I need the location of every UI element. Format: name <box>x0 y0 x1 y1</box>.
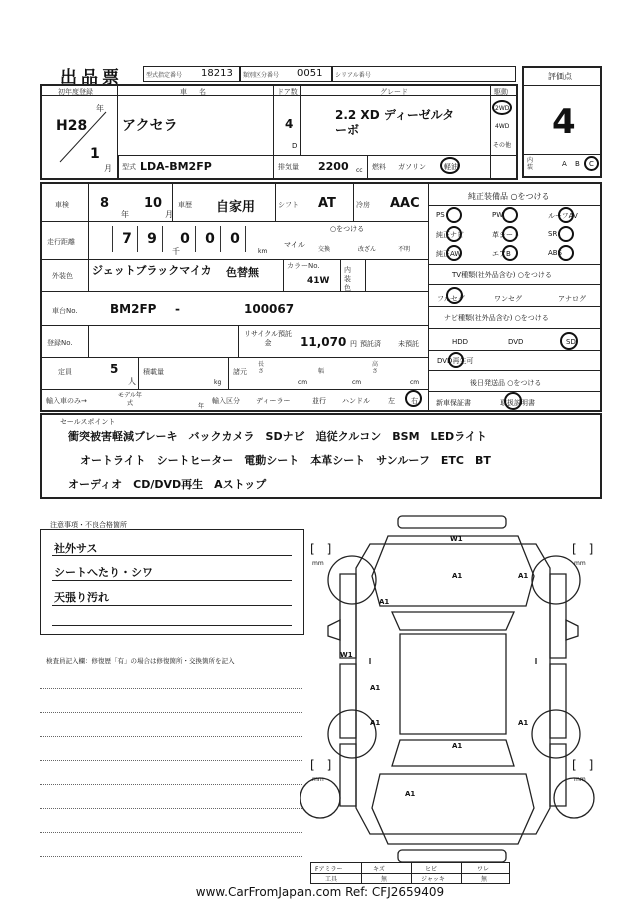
equipment-circle <box>502 226 518 242</box>
inspector-note: 検査員記入欄：修復歴「有」の場合は修復箇所・交換箇所を記入 <box>46 657 235 665</box>
mileage-digit: 0 <box>225 226 246 252</box>
car-damage-diagram <box>300 508 610 873</box>
sheet-title: 出品票 <box>60 68 123 88</box>
damage-mark: A1 <box>405 790 416 798</box>
equipment-circle <box>446 226 462 242</box>
mileage-label: 走行距離 <box>47 238 75 246</box>
score-label: 評価点 <box>548 72 572 81</box>
handle-circle <box>405 390 422 407</box>
equipment-item: PW <box>492 211 504 219</box>
sales-point-line: 衝突被害軽減ブレーキ バックカメラ SDナビ 追従クルコン BSM LEDライト <box>68 430 487 443</box>
model-code: LDA-BM2FP <box>140 160 212 173</box>
equipment-circle <box>446 207 462 223</box>
note-line: 社外サス <box>54 542 98 555</box>
registration-month: 1 <box>90 146 100 162</box>
sales-point-line: オーディオ CD/DVD再生 Aストップ <box>68 478 267 491</box>
footer-watermark: www.CarFromJapan.com Ref: CFJ2659409 <box>195 885 445 899</box>
equipment-item: 純正ナビ <box>436 231 464 239</box>
mileage-digit: 9 <box>142 226 163 252</box>
equipment-circle <box>558 245 574 261</box>
grade: 2.2 XD ディーゼルターボ <box>335 108 455 137</box>
damage-mark: A1 <box>518 719 529 727</box>
usage-type: 自家用 <box>216 200 256 215</box>
chassis-number: 100067 <box>244 302 295 316</box>
mileage-digit <box>92 226 113 252</box>
inspection-year: 8 <box>100 196 110 211</box>
seating-capacity: 5 <box>110 362 119 376</box>
car-name: アクセラ <box>122 118 178 134</box>
door-count: 4 <box>285 117 294 131</box>
aircon: AAC <box>390 196 420 211</box>
damage-legend: Fアミラー キズ ヒビ ワレ 工具 無 ジャッキ 無 <box>310 862 510 884</box>
note-line: 天張り汚れ <box>54 591 109 604</box>
mileage-digit: 0 <box>175 226 196 252</box>
fuel-circle <box>440 157 460 174</box>
sales-point-line: オートライト シートヒーター 電動シート 本革シート サンルーフ ETC BT <box>80 454 491 467</box>
displacement: 2200 <box>318 160 349 173</box>
equipment-circle <box>558 226 574 242</box>
registration-year: H28 <box>56 118 88 134</box>
damage-mark: A1 <box>452 742 463 750</box>
score-value: 4 <box>552 102 576 142</box>
equipment-item: ABS <box>548 249 562 257</box>
inspection-month: 10 <box>144 196 163 211</box>
damage-mark: A1 <box>452 572 463 580</box>
equipment-item: 革シート <box>492 231 520 239</box>
equipment-item: PS <box>436 211 445 219</box>
interior-grade-circle <box>584 156 599 171</box>
mileage-digit: 7 <box>117 226 138 252</box>
damage-mark: W1 <box>340 651 353 659</box>
equipment-circle <box>558 207 574 223</box>
color-repaint: 色替無 <box>226 266 259 279</box>
equipment-circle <box>502 207 518 223</box>
color-code: 41W <box>307 276 330 286</box>
damage-mark: W1 <box>450 535 463 543</box>
mileage-digit: 0 <box>200 226 221 252</box>
header-field-serial-number: シリアル番号 <box>332 66 516 82</box>
dvd-circle <box>448 352 464 368</box>
equipment-item: ルーフAV <box>548 212 578 220</box>
shift: AT <box>318 196 336 211</box>
damage-mark: A1 <box>379 598 390 606</box>
drive-circle <box>492 100 512 115</box>
equipment-item: エアB <box>492 250 511 258</box>
recycle-fee: 11,070 <box>300 335 347 349</box>
damage-mark: A1 <box>370 719 381 727</box>
equipment-item: 純正AW <box>436 250 462 258</box>
damage-mark: A1 <box>370 684 381 692</box>
equipment-circle <box>502 245 518 261</box>
nav-circle <box>560 332 578 350</box>
after-circle <box>504 392 522 410</box>
chassis-prefix: BM2FP <box>110 302 157 316</box>
note-line: シートへたり・シワ <box>54 566 153 579</box>
header-field-category-number: 類別区分番号 0051 <box>240 66 332 82</box>
damage-mark: A1 <box>518 572 529 580</box>
score-box: 評価点 4 内装 A B C <box>522 66 602 178</box>
exterior-color: ジェットブラックマイカ <box>92 264 212 277</box>
header-field-model-designation: 型式指定番号 18213 <box>143 66 240 82</box>
equipment-item: SR <box>548 230 558 238</box>
tv-circle <box>446 287 463 304</box>
equipment-title: 純正装備品 ○をつける <box>468 192 550 201</box>
equipment-grid <box>432 207 600 263</box>
equipment-circle <box>446 245 462 261</box>
